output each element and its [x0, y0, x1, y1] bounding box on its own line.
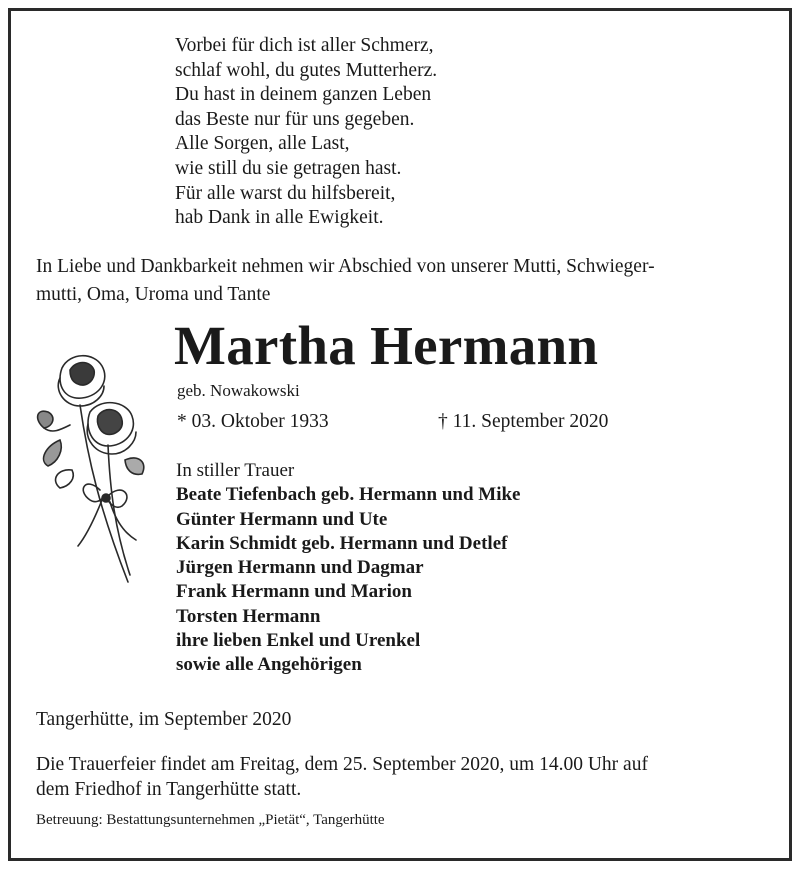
intro-line: mutti, Oma, Uroma und Tante — [36, 284, 271, 305]
poem-line: schlaf wohl, du gutes Mutterherz. — [175, 59, 438, 81]
mourners-label: In stiller Trauer — [176, 460, 295, 481]
mourner-entry: ihre lieben Enkel und Urenkel — [176, 630, 421, 652]
mourner-entry: Karin Schmidt geb. Hermann und Detlef — [176, 532, 508, 554]
birth-name: geb. Nowakowski — [177, 381, 300, 400]
poem-line: wie still du sie getragen hast. — [175, 157, 402, 179]
intro-line: In Liebe und Dankbarkeit nehmen wir Abschied von unserer Mutti, Schwieger- — [36, 256, 655, 277]
rose-icon — [30, 350, 150, 595]
place-date: Tangerhütte, im September 2020 — [36, 709, 292, 730]
poem-line: hab Dank in alle Ewigkeit. — [175, 207, 384, 229]
service-line: Die Trauerfeier findet am Freitag, dem 25. September 2020, um 14.00 Uhr auf — [36, 754, 648, 775]
poem-line: Für alle warst du hilfsbereit, — [175, 182, 396, 204]
service-line: dem Friedhof in Tangerhütte statt. — [36, 779, 302, 800]
poem-line: Alle Sorgen, alle Last, — [175, 133, 350, 155]
mourner-entry: Torsten Hermann — [176, 605, 321, 627]
mourner-entry: Günter Hermann und Ute — [176, 508, 388, 530]
deceased-name: Martha Hermann — [174, 315, 599, 376]
poem — [175, 34, 437, 231]
mourner-entry: Jürgen Hermann und Dagmar — [176, 557, 424, 579]
birth-date: * 03. Oktober 1933 — [177, 411, 329, 432]
mourner-entry: sowie alle Angehörigen — [176, 654, 362, 676]
intro-text — [36, 253, 655, 309]
mourner-entry: Beate Tiefenbach geb. Hermann und Mike — [176, 484, 521, 506]
poem-line: Du hast in deinem ganzen Leben — [175, 84, 432, 106]
poem-line: Vorbei für dich ist aller Schmerz, — [175, 35, 434, 56]
mourners-list — [176, 459, 520, 678]
service-info — [36, 752, 648, 802]
mourner-entry: Frank Hermann und Marion — [176, 581, 412, 603]
funeral-care-note: Betreuung: Bestattungsunternehmen „Pietät“, Tangerhütte — [36, 812, 385, 828]
death-date: † 11. September 2020 — [438, 411, 609, 432]
poem-line: das Beste nur für uns gegeben. — [175, 108, 415, 130]
